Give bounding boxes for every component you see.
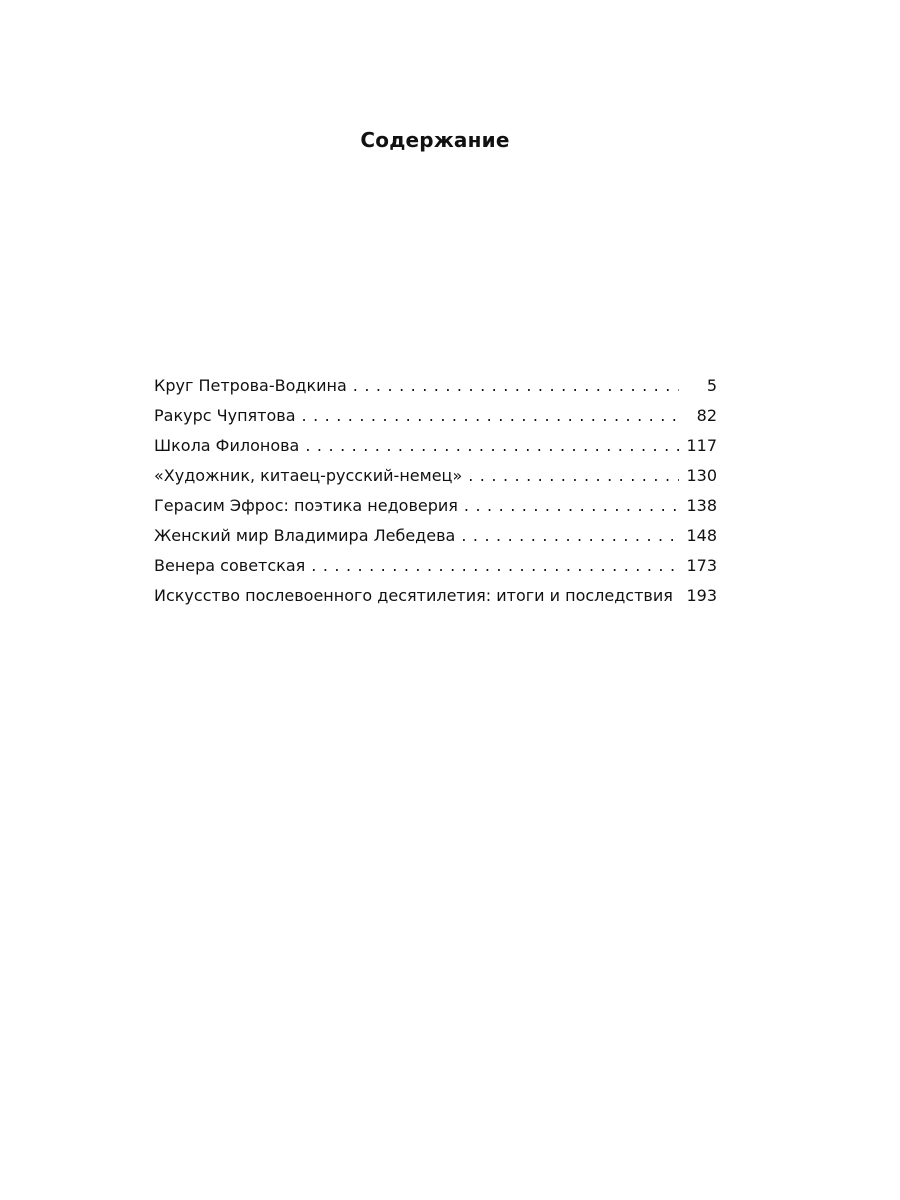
toc-entry[interactable] [154, 401, 717, 431]
dot-leader [302, 401, 680, 431]
toc-entry-page: 148 [686, 526, 717, 545]
toc-entry[interactable] [154, 461, 717, 491]
toc-entry-page: 117 [686, 436, 717, 455]
toc-entry-page: 138 [686, 496, 717, 515]
toc-entry[interactable] [154, 581, 717, 611]
dot-leader [311, 551, 679, 581]
toc-entry[interactable] [154, 371, 717, 401]
toc-entry-page: 130 [686, 466, 717, 485]
table-of-contents [154, 371, 717, 611]
toc-entry[interactable] [154, 491, 717, 521]
dot-leader [461, 521, 679, 551]
toc-entry-title: Герасим Эфрос: поэтика недоверия [154, 496, 458, 515]
dot-leader [464, 491, 679, 521]
toc-entry-page: 193 [686, 586, 717, 605]
page-title: Содержание [360, 128, 510, 152]
toc-entry-title: Школа Филонова [154, 436, 300, 455]
toc-entry-page: 5 [706, 376, 717, 395]
toc-entry-title: Женский мир Владимира Лебедева [154, 526, 456, 545]
toc-entry-title: Искусство послевоенного десятилетия: итоги и последствия [154, 586, 673, 605]
dot-leader [305, 431, 679, 461]
dot-leader [468, 461, 679, 491]
toc-entry-title: Венера советская [154, 556, 306, 575]
toc-entry-title: «Художник, китаец-русский-немец» [154, 466, 463, 485]
toc-entry[interactable] [154, 431, 717, 461]
dot-leader [353, 371, 679, 401]
toc-entry[interactable] [154, 521, 717, 551]
toc-entry[interactable] [154, 551, 717, 581]
toc-entry-title: Ракурс Чупятова [154, 406, 296, 425]
toc-entry-page: 173 [686, 556, 717, 575]
toc-entry-title: Круг Петрова-Водкина [154, 376, 347, 395]
toc-entry-page: 82 [696, 406, 717, 425]
